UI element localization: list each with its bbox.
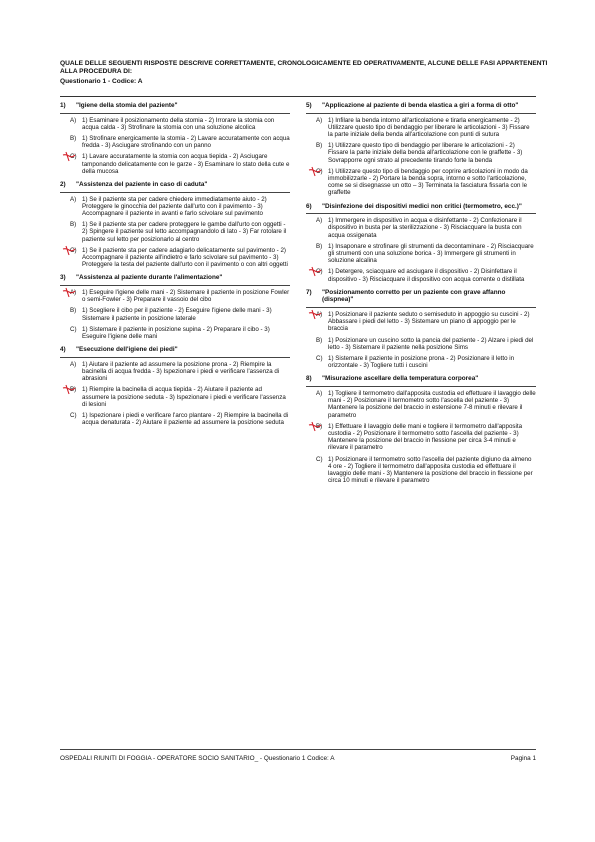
option-letter: C): [316, 455, 323, 463]
option-letter: B): [70, 307, 77, 315]
question-number: 6): [306, 202, 312, 210]
question-heading: [306, 375, 536, 383]
question-2: [60, 181, 290, 268]
question-number: 3): [60, 274, 66, 282]
header-divider: [60, 96, 536, 97]
handwritten-check-mark-icon: [308, 266, 322, 277]
option-text: 1) Infilare la benda intorno all'articolazione e tirarla energicamente - 2) Utilizzare questo tipo di bendaggio per liberare le articolazioni - 3) Fissare la parte iniziale della benda all'articolazione con punti di sutura: [328, 116, 530, 138]
option-text: 1) Detergere, sciacquare ed asciugare il dispositivo - 2) Disinfettare il dispositivo - 3) Risciacquare il dispositivo con acqua corrente o distillata: [328, 268, 525, 283]
answer-option[interactable]: [316, 243, 536, 265]
answer-option[interactable]: [70, 196, 290, 218]
option-letter: B): [316, 242, 323, 250]
option-text: 1) Insaponare e strofinare gli strumenti da decontaminare - 2) Risciacquare gli strumenti con una soluzione borica - 3) Immergere gli strumenti in soluzione alcalina: [328, 242, 534, 265]
question-heading: [60, 346, 290, 354]
handwritten-check-mark-icon: [62, 384, 76, 395]
answer-option[interactable]: [70, 221, 290, 243]
page-header: [60, 60, 550, 85]
answer-option[interactable]: [70, 307, 290, 321]
option-letter: C): [70, 325, 77, 333]
answer-option[interactable]: [316, 390, 536, 419]
question-4: [60, 346, 290, 426]
question-number: 7): [306, 288, 312, 296]
option-text: 1) Esaminare il posizionamento della stomia - 2) Irrorare la stomia con acqua calda - 3) Strofinare la stomia con una soluzione alcolica: [82, 116, 275, 131]
option-text: 1) Utilizzare questo tipo di bendaggio per coprire articolazioni in modo da immobilizzarle - 2) Portare la benda sopra, intorno e sotto l'articolazione, come se si disegnasse un otto – 3) Terminata la fasciatura fissarla con le graffette: [328, 167, 528, 197]
questionnaire-code: Questionario 1 - Codice: A: [60, 78, 143, 86]
question-divider: [60, 285, 290, 286]
answer-option[interactable]: [70, 247, 290, 269]
question-1: [60, 102, 290, 175]
handwritten-check-mark-icon: [308, 166, 322, 177]
option-letter: A): [316, 116, 323, 124]
option-letter: A): [70, 116, 77, 124]
option-text: 1) Sistemare il paziente in posizione prona - 2) Posizionare il letto in orizzontale - 3) Togliere tutti i cuscini: [328, 355, 515, 370]
right-column: [306, 102, 536, 490]
option-text: 1) Strofinare energicamente la stomia - 2) Lavare accuratamente con acqua fredda - 3) Asciugare strofinando con un panno: [82, 135, 290, 150]
option-letter: B): [316, 336, 323, 344]
option-text: 1) Se il paziente sta per cadere chiedere immediatamente aiuto - 2) Proteggere le ginocchia del paziente dall'urto con il pavimento - 3) Accompagnare il paziente in avanti e farlo scivolare sul pavimento: [82, 195, 267, 218]
page-number: Pagina 1: [510, 755, 536, 762]
option-text: 1) Utilizzare questo tipo di bendaggio per liberare le articolazioni - 2) Fissare la parte iniziale della benda all'articolazione con le graffette - 3) Sovrapporre ogni strato al precedente tirando forte la benda: [328, 142, 523, 164]
question-divider: [306, 307, 536, 308]
answer-option[interactable]: [70, 412, 290, 426]
option-letter: A): [70, 360, 77, 368]
question-divider: [60, 192, 290, 193]
handwritten-check-mark-icon: [62, 151, 76, 162]
question-divider: [60, 113, 290, 114]
answer-option[interactable]: [70, 153, 290, 175]
question-heading: [306, 203, 536, 211]
handwritten-check-mark-icon: [62, 245, 76, 256]
handwritten-check-mark-icon: [308, 421, 322, 432]
option-letter: C): [316, 355, 323, 363]
question-divider: [306, 113, 536, 114]
answer-option[interactable]: [316, 337, 536, 351]
question-5: [306, 102, 536, 197]
question-heading: [60, 181, 290, 189]
answer-option[interactable]: [316, 355, 536, 369]
question-title: "Assistenza del paziente in caso di caduta": [76, 181, 208, 189]
option-letter: A): [316, 390, 323, 398]
answer-option[interactable]: [70, 135, 290, 149]
answer-option[interactable]: [316, 142, 536, 164]
question-3: [60, 274, 290, 340]
question-title: "Disinfezione dei dispositivi medici non critici (termometro, ecc.)": [322, 202, 522, 210]
answer-option[interactable]: [316, 117, 536, 139]
left-column: [60, 102, 290, 432]
answer-option[interactable]: [70, 326, 290, 340]
question-title: "Misurazione ascellare della temperatura corporea": [322, 375, 479, 383]
question-number: 1): [60, 102, 66, 109]
question-title: "Igiene della stomia del paziente": [76, 102, 178, 109]
question-number: 8): [306, 375, 312, 383]
question-title: "Posizionamento corretto per un paziente con grave affanno (dispnea)": [322, 288, 506, 304]
question-6: [306, 203, 536, 283]
question-title: "Esecuzione dell'igiene dei piedi": [76, 346, 178, 354]
answer-option[interactable]: [316, 168, 536, 197]
option-text: 1) Togliere il termometro dall'apposita custodia ed effettuare il lavaggio delle mani - 2) Posizionare il termometro sotto l'ascella del paziente - 3) Mantenere la posizione del braccio in estensione 7-8 minuti e rilevare il parametro: [328, 390, 536, 419]
question-divider: [306, 386, 536, 387]
option-text: 1) Sistemare il paziente in posizione supina - 2) Preparare il cibo - 3) Eseguire l'igiene delle mani: [82, 325, 270, 341]
option-text: 1) Posizionare il termometro sotto l'ascella del paziente digiuno da almeno 4 ore - 2) Togliere il termometro dall'apposita custodia ed effettuare il lavaggio delle mani - 3) Mantenere la posizione del braccio in flessione per circa 10 minuti e rilevare il parametro: [328, 455, 533, 485]
option-text: 1) Eseguire l'igiene delle mani - 2) Sistemare il paziente in posizione Fowler o semi-Fowler - 3) Preparare il vassoio del cibo: [82, 289, 290, 304]
option-letter: A): [70, 289, 77, 297]
answer-option[interactable]: [316, 268, 536, 282]
option-text: 1) Aiutare il paziente ad assumere la posizione prona - 2) Riempire la bacinella di acqua fredda - 3) Ispezionare i piedi e verificare l'assenza di abrasioni: [82, 360, 280, 383]
option-letter: B): [70, 221, 77, 229]
question-heading: [60, 102, 290, 110]
question-number: 2): [60, 181, 66, 189]
option-letter: C): [70, 412, 77, 420]
option-text: 1) Se il paziente sta per cadere adagiarlo delicatamente sul pavimento - 2) Accompagnare il paziente all'indietro e farlo scivolare sul pavimento - 3) Proteggere la testa del paziente dall'urto con il pavimento o con altri oggetti: [82, 246, 288, 269]
option-text: 1) Riempire la bacinella di acqua tiepida - 2) Aiutare il paziente ad assumere la posizione seduta - 3) Ispezionare i piedi e verificare l'assenza di lesioni: [82, 386, 286, 408]
question-number: 5): [306, 102, 312, 109]
option-text: 1) Se il paziente sta per cadere proteggere le gambe dall'urto con oggetti - 2) Spingere il paziente sul letto accompagnandolo di lato - 3) Far rotolare il paziente sul letto per posizionarlo al centro: [82, 221, 287, 243]
question-title: "Assistenza al paziente durante l'alimentazione": [76, 274, 223, 282]
answer-option[interactable]: [316, 456, 536, 485]
instructions-heading: QUALE DELLE SEGUENTI RISPOSTE DESCRIVE CORRETTAMENTE, CRONOLOGICAMENTE ED OPERATIVAMENTE, ALCUNE DELLE FASI APPARTENENTI ALLA PROCEDURA DI:: [60, 60, 548, 76]
option-text: 1) Effettuare il lavaggio delle mani e togliere il termometro dall'apposita custodia - 2) Posizionare il termometro sotto l'ascella del paziente - 3) Mantenere la posizione del braccio in flessione per circa 3-4 minuti e rilevare il parametro: [328, 422, 523, 452]
handwritten-check-mark-icon: [308, 309, 322, 320]
answer-option[interactable]: [70, 289, 290, 303]
option-letter: B): [316, 142, 323, 150]
option-letter: C): [70, 246, 77, 254]
footer-title: OSPEDALI RIUNITI DI FOGGIA - OPERATORE SOCIO SANITARIO_ - Questionario 1 Codice: A: [60, 755, 335, 762]
page-footer: [60, 755, 536, 763]
option-text: 1) Ispezionare i piedi e verificare l'arco plantare - 2) Riempire la bacinella di acqua denaturata - 2) Aiutare il paziente ad assumere la posizione seduta: [82, 412, 289, 427]
handwritten-check-mark-icon: [62, 287, 76, 298]
question-number: 4): [60, 346, 66, 354]
option-letter: B): [70, 386, 77, 394]
option-letter: C): [316, 268, 323, 276]
answer-option[interactable]: [316, 217, 536, 239]
question-heading: [306, 102, 536, 110]
option-text: 1) Posizionare un cuscino sotto la pancia del paziente - 2) Alzare i piedi del letto - 3) Sistemare il paziente nella posizione Sims: [328, 336, 534, 351]
option-letter: B): [316, 422, 323, 430]
option-letter: A): [70, 195, 77, 203]
option-letter: C): [70, 153, 77, 161]
footer-divider: [60, 749, 536, 750]
question-heading: [306, 289, 536, 304]
option-letter: B): [70, 135, 77, 142]
question-divider: [306, 213, 536, 214]
answer-option[interactable]: [316, 423, 536, 452]
option-text: 1) Posizionare il paziente seduto o semiseduto in appoggio su cuscini - 2) Abbassare i piedi del letto - 3) Sistemare un piano di appoggio per le braccia: [328, 311, 530, 333]
option-text: 1) Scegliere il cibo per il paziente - 2) Eseguire l'igiene delle mani - 3) Sistemare il paziente in posizione laterale: [82, 307, 272, 322]
question-title: "Applicazione al paziente di benda elastica a giri a forma di otto": [322, 102, 519, 109]
question-7: [306, 289, 536, 370]
question-divider: [60, 357, 290, 358]
question-8: [306, 375, 536, 484]
option-letter: A): [316, 311, 323, 319]
answer-option[interactable]: [316, 311, 536, 333]
answer-option[interactable]: [70, 361, 290, 383]
answer-option[interactable]: [70, 117, 290, 131]
option-text: 1) Immergere in dispositivo in acqua e disinfettante - 2) Confezionare il dispositivo in busta per la sterilizzazione - 3) Risciacquare la busta con acqua ossigenata: [328, 217, 522, 239]
option-letter: C): [316, 167, 323, 175]
option-text: 1) Lavare accuratamente la stomia con acqua tiepida - 2) Asciugare tamponando delicatamente con le garze - 3) Esaminare lo stato della cute e della mucosa: [82, 153, 290, 175]
question-heading: [60, 274, 290, 282]
answer-option[interactable]: [70, 386, 290, 408]
option-letter: A): [316, 217, 323, 225]
